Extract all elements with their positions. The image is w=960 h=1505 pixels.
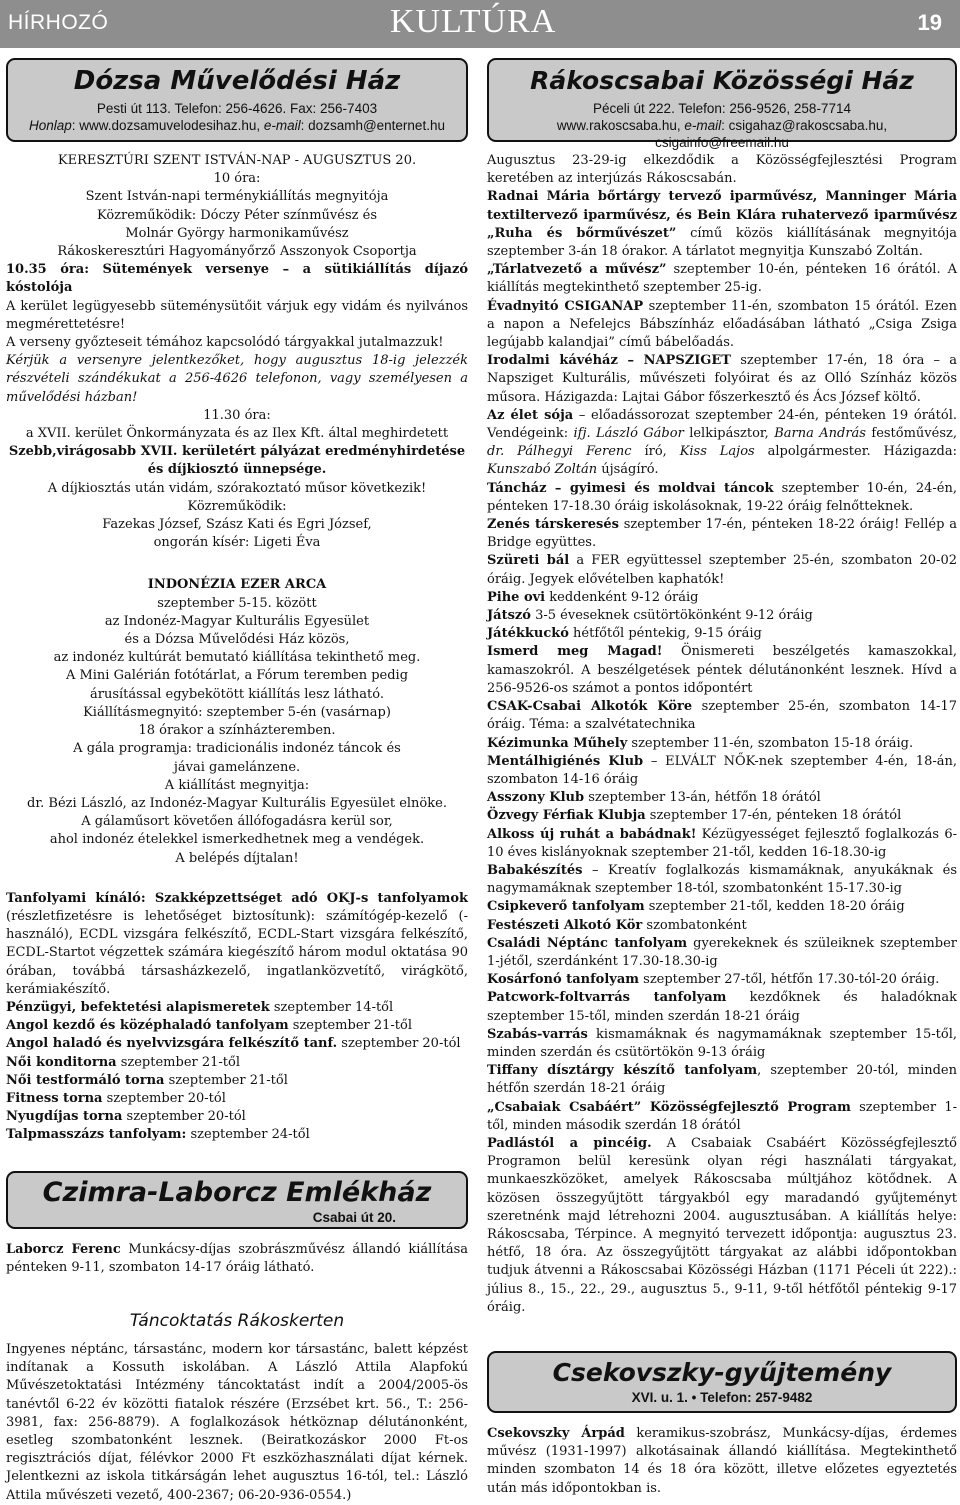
indonezia-line: az Indonéz-Magyar Kulturális Egyesület [104, 613, 370, 629]
cake-contest-prize: A verseny győzteseit témához kapcsolódó tárgyakkal jutalmazzuk! [6, 335, 444, 351]
dozsa-title: Dózsa Művelődési Ház [73, 66, 401, 96]
section-name: HÍRHOZÓ [8, 11, 109, 34]
dozsa-header-box [6, 58, 468, 142]
istvan-line: Közreműködik: Dóczy Péter színművész és [96, 207, 377, 223]
istvan-line: Közreműködik: [187, 498, 287, 514]
istvan-line: Szent István-napi terménykiállítás megnyitója [85, 189, 389, 205]
page-title: KULTÚRA [390, 3, 557, 40]
istvan-line: Fazekas József, Szász Kati és Egri József, [102, 517, 372, 533]
indonezia-lines [6, 595, 468, 868]
cake-contest-heading: 10.35 óra: Sütemények versenye – a sütikiállítás díjazó kóstolója [6, 262, 468, 296]
tanc-title: Táncoktatás Rákoskerten [129, 1310, 345, 1331]
cake-contest-text: A kerület legügyesebb süteménysütőit várjuk egy vidám és nyilvános megmérettetésre! [6, 298, 468, 332]
right-column [487, 58, 957, 1498]
indonezia-line: A Mini Galérián fotótárlat, a Fórum teremben pedig [65, 668, 409, 684]
csekovszky-address: XVI. u. 1. • Telefon: 257-9482 [631, 1390, 813, 1405]
program-item: Alkoss új ruhát a babádnak! Kézügyességet fejlesztő foglalkozás 6-10 éves kislányoknak szeptember 21-től, kedden 16-18.30-ig [487, 826, 957, 860]
istvan-nap-section [6, 152, 468, 552]
istvan-line: A díjkiosztás után vidám, szórakoztató műsor következik! [47, 480, 427, 496]
tanfolyam-list [6, 999, 468, 1145]
tanfolyam-item: Női testformáló torna szeptember 21-től [6, 1072, 288, 1088]
indonezia-line: A gála programja: tradicionális indonéz táncok és [73, 741, 401, 757]
dozsa-address: Pesti út 113. Telefon: 256-4626. Fax: 256-7403 [96, 101, 378, 116]
indonezia-line: A gálaműsort követően állófogadásra kerül sor, [81, 814, 393, 830]
czimra-address: Csabai út 20. [312, 1209, 396, 1225]
program-item: Csipkeverő tanfolyam szeptember 21-től, kedden 18-20 óráig [487, 899, 905, 915]
program-item: Patcwork-foltvarrás tanfolyam kezdőknek és haladóknak szeptember 15-től, minden szerdán 18-21 óráig [487, 990, 957, 1024]
rakoscsaba-header-box [487, 58, 957, 150]
csekovszky-title: Csekovszky-gyűjtemény [552, 1358, 892, 1387]
tanfolyam-section [6, 890, 468, 1145]
program-item: Zenés társkeresés szeptember 17-én, pénteken 18-22 óráig! Fellép a Bridge együttes. [487, 517, 957, 551]
czimra-text: Laborcz Ferenc Munkácsy-díjas szobrászművész állandó kiállítása pénteken 9-11, szombaton 14-17 óráig látható. [6, 1241, 468, 1275]
program-item: Asszony Klub szeptember 13-án, hétfőn 18 órától [487, 790, 821, 806]
page-number: 19 [917, 10, 942, 35]
indonezia-line: szeptember 5-15. között [157, 595, 317, 611]
program-item: „Tárlatvezető a művész” szeptember 10-én, pénteken 16 órától. A kiállítás megtekinthető szeptember 25-ig. [487, 262, 957, 296]
istvan-line: Szebb,virágosabb XVII. kerületért pályázat eredményhirdetése [8, 444, 466, 460]
program-item: CSAK-Csabai Alkotók Köre szeptember 25-én, szombaton 14-17 óráig. Téma: a szalvétatechnika [487, 699, 957, 733]
page-header [0, 0, 960, 48]
istvan-line: Molnár György harmonikaművész [125, 225, 349, 241]
tanfolyam-intro: Tanfolyami kínáló: Szakképzettséget adó OKJ-s tanfolyamok (részletfizetésre is lehetőséget biztosítunk): számítógép-kezelő (-használó), ECDL vizsgára felkészítő, ECDL-Start vizsgára felkészítő, ECDL-Startot végzettek számára kiegészítő három modul oktatása 90 órában, továbbá társasházkezelő, ingatlanközvetítő, virágkötő, kerámiakészítő. [6, 890, 468, 997]
program-item: Játszó 3-5 éveseknek csütörtökönként 9-12 óráig [487, 608, 813, 624]
indonezia-line: dr. Bézi László, az Indonéz-Magyar Kulturális Egyesület elnöke. [27, 795, 447, 811]
indonezia-line: A belépés díjtalan! [175, 850, 299, 866]
dozsa-contact: Honlap: www.dozsamuvelodesihaz.hu, e-mail: dozsamh@enternet.hu [29, 118, 445, 133]
program-item: Pihe ovi keddenként 9-12 óráig [487, 589, 699, 605]
czimra-header-box [6, 1171, 468, 1229]
program-item: Babakészítés – Kreatív foglalkozás kismamáknak, anyukáknak és nagymamáknak szeptember 18-tól, szombatonként 15-17.30-ig [487, 862, 957, 897]
indonezia-line: 18 órakor a színházteremben. [138, 723, 336, 739]
indonezia-line: Kiállításmegnyitó: szeptember 5-én (vasárnap) [83, 704, 391, 720]
program-item: Szüreti bál a FER együttessel szeptember 25-én, szombaton 20-02 óráig. Jegyek elővételben kaphatók! [487, 553, 957, 587]
tanfolyam-item: Női konditorna szeptember 21-től [6, 1054, 240, 1070]
program-item: „Csabaiak Csabáért” Közösségfejlesztő Program szeptember 1-től, minden második szerdán 18 órától [487, 1099, 957, 1133]
program-item: Irodalmi kávéház – NAPSZIGET szeptember 17-én, 18 óra – a Napsziget Kulturális, művészeti folyóirat és az Olló Színház közös műsora. Házigazda: Lajtai Gábor főszerkesztő és Ács József költő. [487, 353, 957, 405]
left-column [6, 58, 468, 1505]
czimra-title: Czimra-Laborcz Emlékház [42, 1176, 432, 1208]
program-item: Padlástól a pincéig. A Csabaiak Csabáért Közösségfejlesztő Programon belül keresünk olyan régi használati tárgyakat, munkaeszközöket, amelyek Rákoscsaba múltjához kötődnek. A közösen összegyűjtött tárgyakból egy maradandó gyűjteményt szeretnénk majd létrehozni 2004. augusztusában. A kiállítás helye: Rákoscsaba, Térpince. A megnyitó tervezett időpontja: augusztus 23. hétfő, 18 óra. Az összegyűjtött tárgyakat az alábbi időpontokban tudjuk átvenni a Rákoscsabai Közösségi Házban (1171 Péceli út 222).: július 8., 15., 22., 29., augusztus 5., 9-11, 9-től hétfőtől péntekig 9-17 óráig. [487, 1135, 957, 1315]
program-item: Mentálhigiénés Klub – ELVÁLT NŐK-nek szeptember 4-én, 18-án, szombaton 14-16 óráig [487, 753, 957, 787]
cake-contest-signup: Kérjük a versenyre jelentkezőket, hogy augusztus 18-ig jelezzék részvételi szándékukat a 256-4626 telefonon, vagy személyesen a művelődési házban! [6, 353, 468, 405]
rakoscsaba-address: Péceli út 222. Telefon: 256-9526, 258-7714 [593, 101, 851, 116]
tanfolyam-item: Angol kezdő és középhaladó tanfolyam szeptember 21-től [6, 1018, 413, 1034]
program-item: Szabás-varrás kismamáknak és nagymamáknak szeptember 15-től, minden szerdán és csütörtökön 9-13 óráig [487, 1026, 957, 1060]
program-item: Özvegy Férfiak Klubja szeptember 17-én, pénteken 18 órától [487, 808, 902, 824]
program-item: Tiffany dísztárgy készítő tanfolyam, szeptember 20-tól, minden hétfőn szerdán 18-21 óráig [487, 1063, 957, 1097]
tanc-text: Ingyenes néptánc, társastánc, modern kor társastánc, balett képzést indítanak a Kossuth iskolában. A László Attila Alapfokú Művészetoktatási Intézmény táncoktatást indít a 2004/2005-ös tanévtől 6-22 év közötti fiatalok részére (Erzsébet krt. 56., T.: 256-3981, fax: 256-8879). A foglalkozások hétköznap délutánonként, esetleg szombatonként lesznek. (Beiratkozáskor 2000 Ft-os regisztrációs díjat, félévkor 2000 Ft eszközhasználati díjat kérnek. Jelentkezni az iskola titkárságán lehet augusztus 16-tól, tel.: László Attila művészeti vezető, 400-2367; 06-20-936-0554.) [6, 1341, 468, 1503]
rakoscsaba-contact: www.rakoscsaba.hu, e-mail: csigahaz@rakoscsaba.hu, csigainfo@freemail.hu [556, 118, 888, 150]
tanfolyam-item: Pénzügyi, befektetési alapismeretek szeptember 14-től [6, 999, 394, 1015]
program-item: Kosárfonó tanfolyam szeptember 27-től, hétfőn 17.30-tól-20 óráig. [487, 972, 940, 988]
tanfolyam-item: Angol haladó és nyelvvizsgára felkészítő tanf. szeptember 20-tól [6, 1036, 461, 1052]
istvan-line: Rákoskeresztúri Hagyományőrző Asszonyok Csoportja [57, 244, 417, 260]
tanfolyam-item: Fitness torna szeptember 20-tól [6, 1090, 226, 1106]
csekovszky-text: Csekovszky Árpád keramikus-szobrász, Munkácsy-díjas, érdemes művész (1931-1997) alkotásainak állandó kiállítása. Megtekinthető minden szombaton 14 és 18 óra között, illetve előzetes egyeztetés után más időpontokban is. [487, 1426, 957, 1496]
indonezia-line: jávai gamelánzene. [173, 759, 301, 775]
rakoscsaba-title: Rákoscsabai Közösségi Ház [530, 66, 914, 95]
program-item: Ismerd meg Magad! Önismereti beszélgetés kamaszokkal, kamaszokról. A beszélgetések péntek délutánonként lesznek. Hívd a 256-9526-os számot a pontos időpontért [487, 644, 958, 696]
program-item: Festészeti Alkotó Kör szombatonként [487, 917, 747, 933]
istvan-line: ongorán kísér: Ligeti Éva [153, 535, 321, 551]
program-item: Radnai Mária bőrtárgy tervező iparművész, Manninger Mária textiltervező iparművész, és Bein Klára ruhatervező iparművész „Ruha és bőrművészet” című közös kiállításának megnyitója szeptember 3-án 18 órakor. A tárlatot megnyitja Kunszabó Zoltán. [487, 189, 957, 260]
indonezia-line: A kiállítást megnyitja: [164, 777, 310, 793]
istvan-line: a XVII. kerület Önkormányzata és az Ilex Kft. által meghirdetett [25, 426, 449, 442]
istvan-title: KERESZTÚRI SZENT ISTVÁN-NAP - AUGUSZTUS 20. [57, 153, 417, 168]
istvan-time-1: 10 óra: [213, 171, 261, 187]
program-item: Az élet sója – előadássorozat szeptember 24-én, pénteken 19 órától. Vendégeink: ifj. László Gábor lelkipásztor, Barna András festőművész, dr. Pálhegyi Ferenc író, Kiss Lajos alpolgármester. Házigazda: Kunszabó Zoltán újságíró. [487, 407, 958, 478]
csekovszky-header-box [487, 1351, 957, 1413]
tanfolyam-item: Talpmasszázs tanfolyam: szeptember 24-től [6, 1127, 310, 1143]
indonezia-title: INDONÉZIA EZER ARCA [147, 577, 327, 593]
istvan-line: és díjkiosztó ünnepsége. [147, 462, 327, 478]
indonezia-line: az indonéz kultúrát bemutató kiállítása tekinthető meg. [53, 650, 421, 666]
indonezia-line: árusítással egybekötött kiállítás lesz látható. [90, 686, 384, 702]
program-item: Táncház – gyimesi és moldvai táncok szeptember 10-én, 24-én, pénteken 17-18.30 óráig iskolásoknak, 19-22 óráig felnőtteknek. [487, 480, 957, 514]
program-item: Játékkuckó hétfőtől péntekig, 9-15 óráig [487, 626, 762, 642]
tanfolyam-item: Nyugdíjas torna szeptember 20-tól [6, 1109, 246, 1125]
indonezia-section [6, 576, 468, 867]
program-item: Évadnyitó CSIGANAP szeptember 11-én, szombaton 15 órától. Ezen a napon a Nefelejcs Bábszínház előadásában látható „Csiga Zsiga legújabb kalandjai” című bábelőadás. [487, 298, 958, 351]
indonezia-line: és a Dózsa Művelődési Ház közös, [124, 632, 350, 648]
program-item: Augusztus 23-29-ig elkezdődik a Közösségfejlesztési Program keretében az interjúzás Rákoscsabán. [487, 153, 957, 187]
istvan-time-2: 11.30 óra: [203, 407, 271, 423]
program-item: Családi Néptánc tanfolyam gyerekeknek és szüleiknek szeptember 1-jétől, szerdánként 17.30-18.30-ig [487, 935, 957, 969]
program-item: Kézimunka Műhely szeptember 11-én, szombaton 15-18 óráig. [487, 735, 914, 751]
rakoscsaba-program [487, 152, 957, 1317]
indonezia-line: ahol indonéz ételekkel ismerkedhetnek meg a vendégek. [49, 832, 425, 848]
